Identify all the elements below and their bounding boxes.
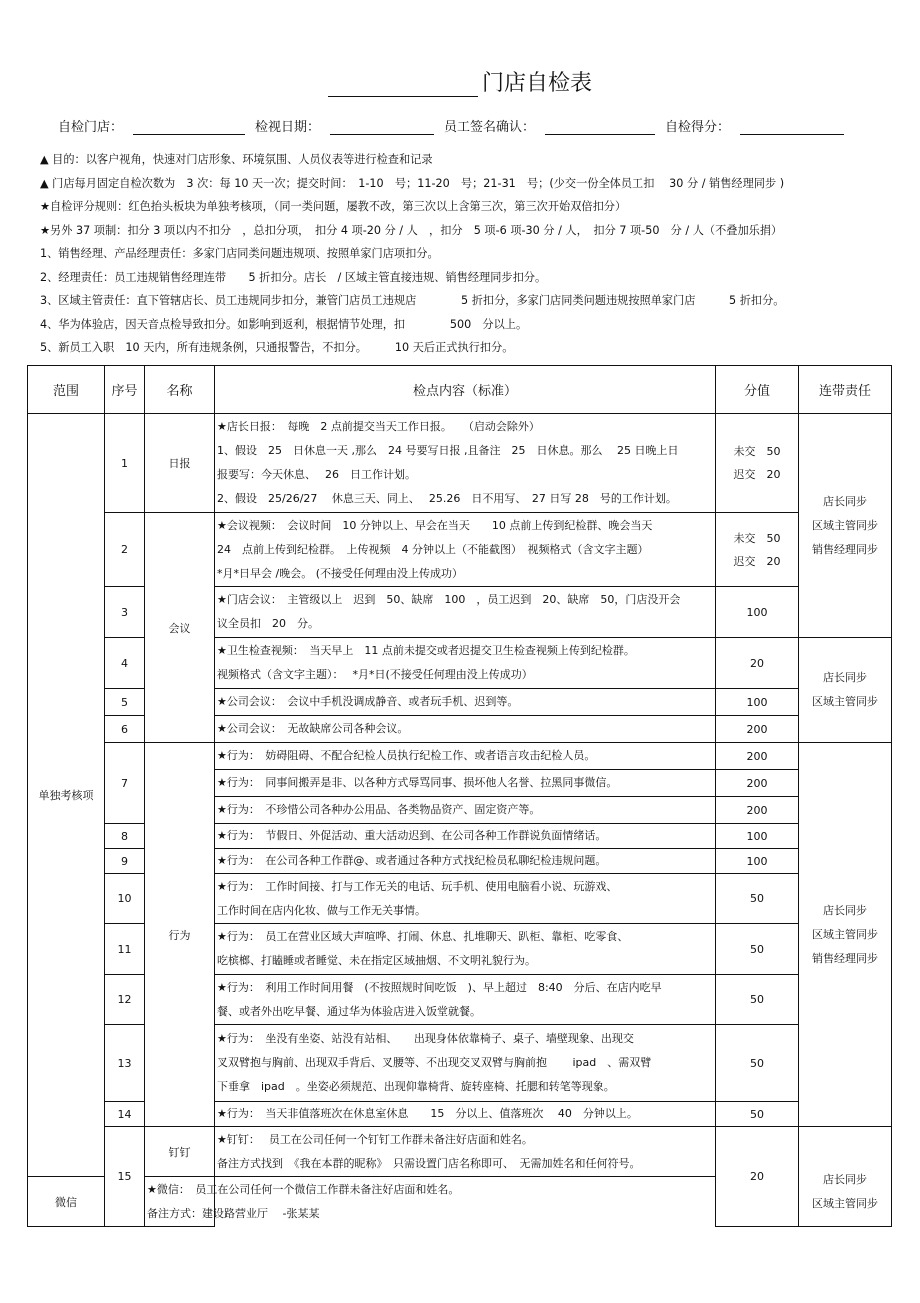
item-name: 钉钉 bbox=[145, 1127, 215, 1177]
item-score: 50 bbox=[716, 924, 799, 975]
signature-field[interactable] bbox=[545, 120, 655, 135]
row-no: 1 bbox=[105, 414, 145, 513]
score-label: 自检得分： bbox=[665, 120, 731, 135]
rule-item: 3、区域主管责任：直下管辖店长、员工违规同步扣分，兼管门店员工违规店 5 折扣分，多家门店同类问题违规按照单家门店 5 折扣分。 bbox=[40, 294, 785, 307]
row-no: 9 bbox=[105, 849, 145, 874]
header-name: 名称 bbox=[145, 366, 215, 414]
item-score: 50 bbox=[716, 1102, 799, 1127]
table-row bbox=[28, 414, 892, 513]
signature-label: 员工签名确认： bbox=[444, 120, 536, 135]
page-title bbox=[0, 66, 920, 97]
item-content: ★行为： 利用工作时间用餐 (不按照规时间吃饭 )、早上超过 8:40 分后、在店内吃早 餐、或者外出吃早餐、通过华为体验店进入饭堂就餐。 bbox=[215, 975, 716, 1025]
item-score: 20 bbox=[716, 1127, 799, 1227]
item-name: 行为 bbox=[145, 743, 215, 1127]
item-score: 100 bbox=[716, 824, 799, 849]
item-score: 未交 50 迟交 20 bbox=[716, 513, 799, 587]
resp-group: 店长同步 区域主管同步 销售经理同步 bbox=[799, 414, 892, 638]
item-content: ★行为： 在公司各种工作群@、或者通过各种方式找纪检员私聊纪检违规问题。 bbox=[215, 849, 716, 874]
rule-item: ▲ 目的：以客户视角，快速对门店形象、环境氛围、人员仪表等进行检查和记录 bbox=[40, 153, 433, 166]
checklist-table bbox=[27, 365, 892, 1227]
item-content: ★店长日报： 每晚 2 点前提交当天工作日报。 （启动会除外） 1、假设 25 日休息一天 ,那么 24 号要写日报 ,且备注 25 日休息。那么 25 日晚上日 报要写：今天休息、 26 日工作计划。 2、假设 25/26/27 休息三天、同上、 25.26 日不用写、 27 日写 28 号的工作计划。 bbox=[215, 414, 716, 513]
item-score: 100 bbox=[716, 849, 799, 874]
rule-item: ★另外 37 项制：扣分 3 项以内不扣分 ，总扣分项， 扣分 4 项-20 分 / 人 ，扣分 5 项-6 项-30 分 / 人， 扣分 7 项-50 分 / 人（不叠加乐捐） bbox=[40, 223, 783, 237]
rule-item: 5、新员工入职 10 天内，所有违规条例，只通报警告，不扣分。 10 天后正式执行扣分。 bbox=[40, 341, 514, 354]
scope-cell: 单独考核项 bbox=[28, 414, 105, 1177]
row-no: 5 bbox=[105, 689, 145, 716]
item-score: 200 bbox=[716, 797, 799, 824]
item-score: 20 bbox=[716, 638, 799, 689]
item-content: ★公司会议： 会议中手机没调成静音、或者玩手机、迟到等。 bbox=[215, 689, 716, 716]
row-no: 15 bbox=[105, 1127, 145, 1227]
row-no: 8 bbox=[105, 824, 145, 849]
title-text: 门店自检表 bbox=[481, 71, 592, 96]
item-score: 200 bbox=[716, 716, 799, 743]
item-content: ★行为： 妨碍阻碍、不配合纪检人员执行纪检工作、或者语言攻击纪检人员。 bbox=[215, 743, 716, 770]
row-no: 12 bbox=[105, 975, 145, 1025]
item-content: ★公司会议： 无故缺席公司各种会议。 bbox=[215, 716, 716, 743]
item-score: 50 bbox=[716, 874, 799, 924]
rules-list bbox=[40, 148, 910, 360]
row-no: 4 bbox=[105, 638, 145, 689]
item-content: ★钉钉： 员工在公司任何一个钉钉工作群未备注好店面和姓名。 备注方式找到 《我在本群的昵称》 只需设置门店名称即可、 无需加姓名和任何符号。 bbox=[215, 1127, 716, 1177]
item-score: 100 bbox=[716, 689, 799, 716]
item-content: ★卫生检查视频： 当天早上 11 点前未提交或者迟提交卫生检查视频上传到纪检群。 视频格式（含文字主题）： *月*日(不接受任何理由没上传成功） bbox=[215, 638, 716, 689]
store-label: 自检门店： bbox=[58, 120, 124, 135]
item-name: 微信 bbox=[28, 1177, 105, 1227]
info-row bbox=[58, 116, 878, 135]
score-field[interactable] bbox=[740, 120, 844, 135]
item-content: ★门店会议： 主管级以上 迟到 50、缺席 100 ，员工迟到 20、缺席 50，门店没开会 议全员扣 20 分。 bbox=[215, 587, 716, 638]
item-score: 200 bbox=[716, 770, 799, 797]
date-label: 检视日期： bbox=[255, 120, 321, 135]
item-score: 100 bbox=[716, 587, 799, 638]
rule-item: ★自检评分规则：红色抬头板块为单独考核项，（同一类问题，屡教不改，第三次以上含第三次，第三次开始双倍扣分） bbox=[40, 200, 627, 213]
header-score: 分值 bbox=[716, 366, 799, 414]
row-no: 13 bbox=[105, 1025, 145, 1102]
item-score: 50 bbox=[716, 975, 799, 1025]
row-no: 14 bbox=[105, 1102, 145, 1127]
item-content: ★会议视频： 会议时间 10 分钟以上、早会在当天 10 点前上传到纪检群、晚会当天 24 点前上传到纪检群。 上传视频 4 分钟以上（不能截图） 视频格式（含文字主题） *月*日早会 /晚会。 (不接受任何理由没上传成功） bbox=[215, 513, 716, 587]
table-row bbox=[28, 743, 892, 770]
header-no: 序号 bbox=[105, 366, 145, 414]
item-content: ★行为： 节假日、外促活动、重大活动迟到、在公司各种工作群说负面情绪话。 bbox=[215, 824, 716, 849]
rule-item: 2、经理责任：员工违规销售经理连带 5 折扣分。店长 / 区域主管直接违规、销售经理同步扣分。 bbox=[40, 270, 547, 284]
store-name-blank[interactable] bbox=[328, 76, 478, 97]
resp-group: 店长同步 区域主管同步 bbox=[799, 638, 892, 743]
header-resp: 连带责任 bbox=[799, 366, 892, 414]
item-score: 200 bbox=[716, 743, 799, 770]
header-row bbox=[28, 366, 892, 414]
item-content: ★行为： 坐没有坐姿、站没有站相、 出现身体依靠椅子、桌子、墙壁现象、出现交 叉双臂抱与胸前、出现双手背后、叉腰等、不出现交叉双臂与胸前抱 ipad 、需双臂 下垂拿 ipad 。坐姿必须规范、出现仰靠椅背、旋转座椅、托腮和转笔等现象。 bbox=[215, 1025, 716, 1102]
item-content: ★行为： 员工在营业区域大声喧哗、打闹、休息、扎堆聊天、趴柜、靠柜、吃零食、 吃槟榔、打瞌睡或者睡觉、未在指定区域抽烟、不文明礼貌行为。 bbox=[215, 924, 716, 975]
item-score: 未交 50 迟交 20 bbox=[716, 414, 799, 513]
table-row bbox=[28, 513, 892, 587]
item-content: ★行为： 工作时间接、打与工作无关的电话、玩手机、使用电脑看小说、玩游戏、 工作时间在店内化妆、做与工作无关事情。 bbox=[215, 874, 716, 924]
resp-group: 店长同步 区域主管同步 销售经理同步 bbox=[799, 743, 892, 1127]
item-content: ★微信： 员工在公司任何一个微信工作群未备注好店面和姓名。 备注方式：建设路营业厅 -张某某 bbox=[145, 1177, 215, 1227]
row-no: 10 bbox=[105, 874, 145, 924]
item-content: ★行为： 同事间搬弄是非、以各种方式辱骂同事、损坏他人名誉、拉黑同事微信。 bbox=[215, 770, 716, 797]
header-content: 检点内容（标准） bbox=[215, 366, 716, 414]
row-no: 11 bbox=[105, 924, 145, 975]
date-field[interactable] bbox=[330, 120, 434, 135]
item-name: 日报 bbox=[145, 414, 215, 513]
resp-group: 店长同步 区域主管同步 bbox=[799, 1127, 892, 1227]
row-no: 6 bbox=[105, 716, 145, 743]
item-content: ★行为： 不珍惜公司各种办公用品、各类物品资产、固定资产等。 bbox=[215, 797, 716, 824]
header-scope: 范围 bbox=[28, 366, 105, 414]
row-no: 7 bbox=[105, 743, 145, 824]
item-content: ★行为： 当天非值落班次在休息室休息 15 分以上、值落班次 40 分钟以上。 bbox=[215, 1102, 716, 1127]
table-row bbox=[28, 1127, 892, 1177]
item-name: 会议 bbox=[145, 513, 215, 743]
item-score: 50 bbox=[716, 1025, 799, 1102]
rule-item: 4、华为体验店，因天音点检导致扣分。如影响到返利，根据情节处理，扣 500 分以上。 bbox=[40, 317, 528, 331]
rule-item: ▲ 门店每月固定自检次数为 3 次：每 10 天一次；提交时间： 1-10 号；11-20 号；21-31 号；(少交一份全体员工扣 30 分 / 销售经理同步 ) bbox=[40, 176, 785, 190]
row-no: 3 bbox=[105, 587, 145, 638]
rule-item: 1、销售经理、产品经理责任：多家门店同类问题违规项、按照单家门店项扣分。 bbox=[40, 247, 439, 260]
row-no: 2 bbox=[105, 513, 145, 587]
store-field[interactable] bbox=[133, 120, 245, 135]
